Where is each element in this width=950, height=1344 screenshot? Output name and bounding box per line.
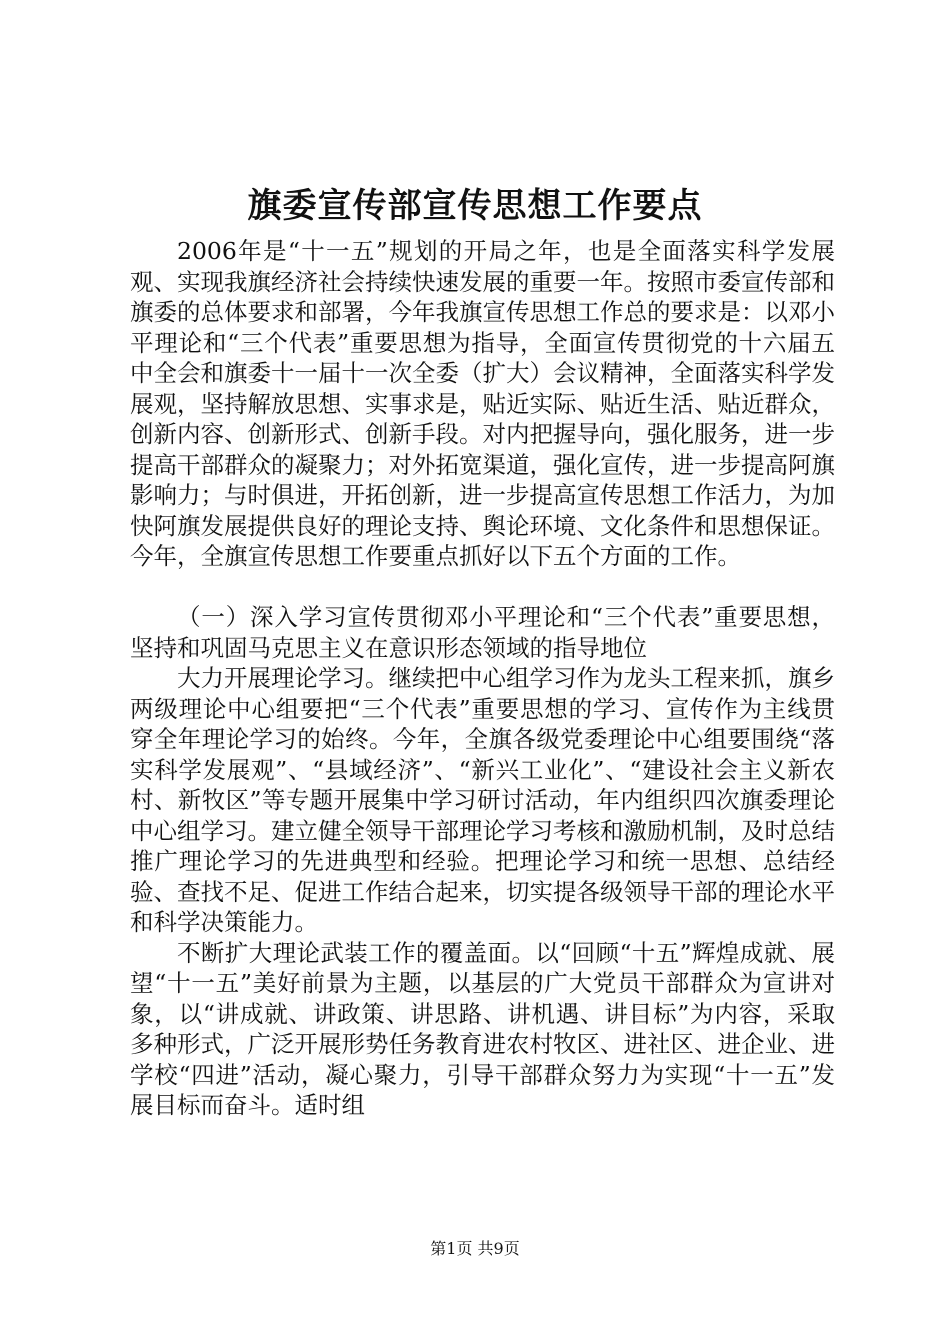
paragraph-theory-study: 大力开展理论学习。继续把中心组学习作为龙头工程来抓，旗乡两级理论中心组要把“三个代表”重要思想的学习、宣传作为主线贯穿全年理论学习的始终。今年，全旗各级党委理论中心组要围绕“落实科学发展观”、“县域经济”、“新兴工业化”、“建设社会主义新农村、新牧区”等专题开展集中学习研讨活动，年内组织四次旗委理论中心组学习。建立健全领导干部理论学习考核和激励机制，及时总结推广理论学习的先进典型和经验。把理论学习和统一思想、总结经验、查找不足、促进工作结合起来，切实提各级领导干部的理论水平和科学决策能力。 xyxy=(130,664,835,936)
page-number-footer: 第1页 共9页 xyxy=(430,1239,520,1258)
document-body xyxy=(130,236,835,1121)
paragraph-theory-coverage: 不断扩大理论武装工作的覆盖面。以“回顾“十五”辉煌成就、展望“十一五”美好前景为主题，以基层的广大党员干部群众为宣讲对象，以“讲成就、讲政策、讲思路、讲机遇、讲目标”为内容，采取多种形式，广泛开展形势任务教育进农村牧区、进社区、进企业、进学校“四进”活动，凝心聚力，引导干部群众努力为实现“十一五”发展目标而奋斗。适时组 xyxy=(130,938,835,1119)
paragraph-intro: 2006年是“十一五”规划的开局之年，也是全面落实科学发展观、实现我旗经济社会持续快速发展的重要一年。按照市委宣传部和旗委的总体要求和部署，今年我旗宣传思想工作总的要求是：以邓小平理论和“三个代表”重要思想为指导，全面宣传贯彻党的十六届五中全会和旗委十一届十一次全委（扩大）会议精神，全面落实科学发展观，坚持解放思想、实事求是，贴近实际、贴近生活、贴近群众，创新内容、创新形式、创新手段。对内把握导向，强化服务，进一步提高干部群众的凝聚力；对外拓宽渠道，强化宣传，进一步提高阿旗影响力；与时俱进，开拓创新，进一步提高宣传思想工作活力，为加快阿旗发展提供良好的理论支持、舆论环境、文化条件和思想保证。今年，全旗宣传思想工作要重点抓好以下五个方面的工作。 xyxy=(130,237,835,570)
section-heading-1: （一）深入学习宣传贯彻邓小平理论和“三个代表”重要思想，坚持和巩固马克思主义在意识形态领域的指导地位 xyxy=(130,603,835,662)
document-title: 旗委宣传部宣传思想工作要点 xyxy=(247,186,703,226)
